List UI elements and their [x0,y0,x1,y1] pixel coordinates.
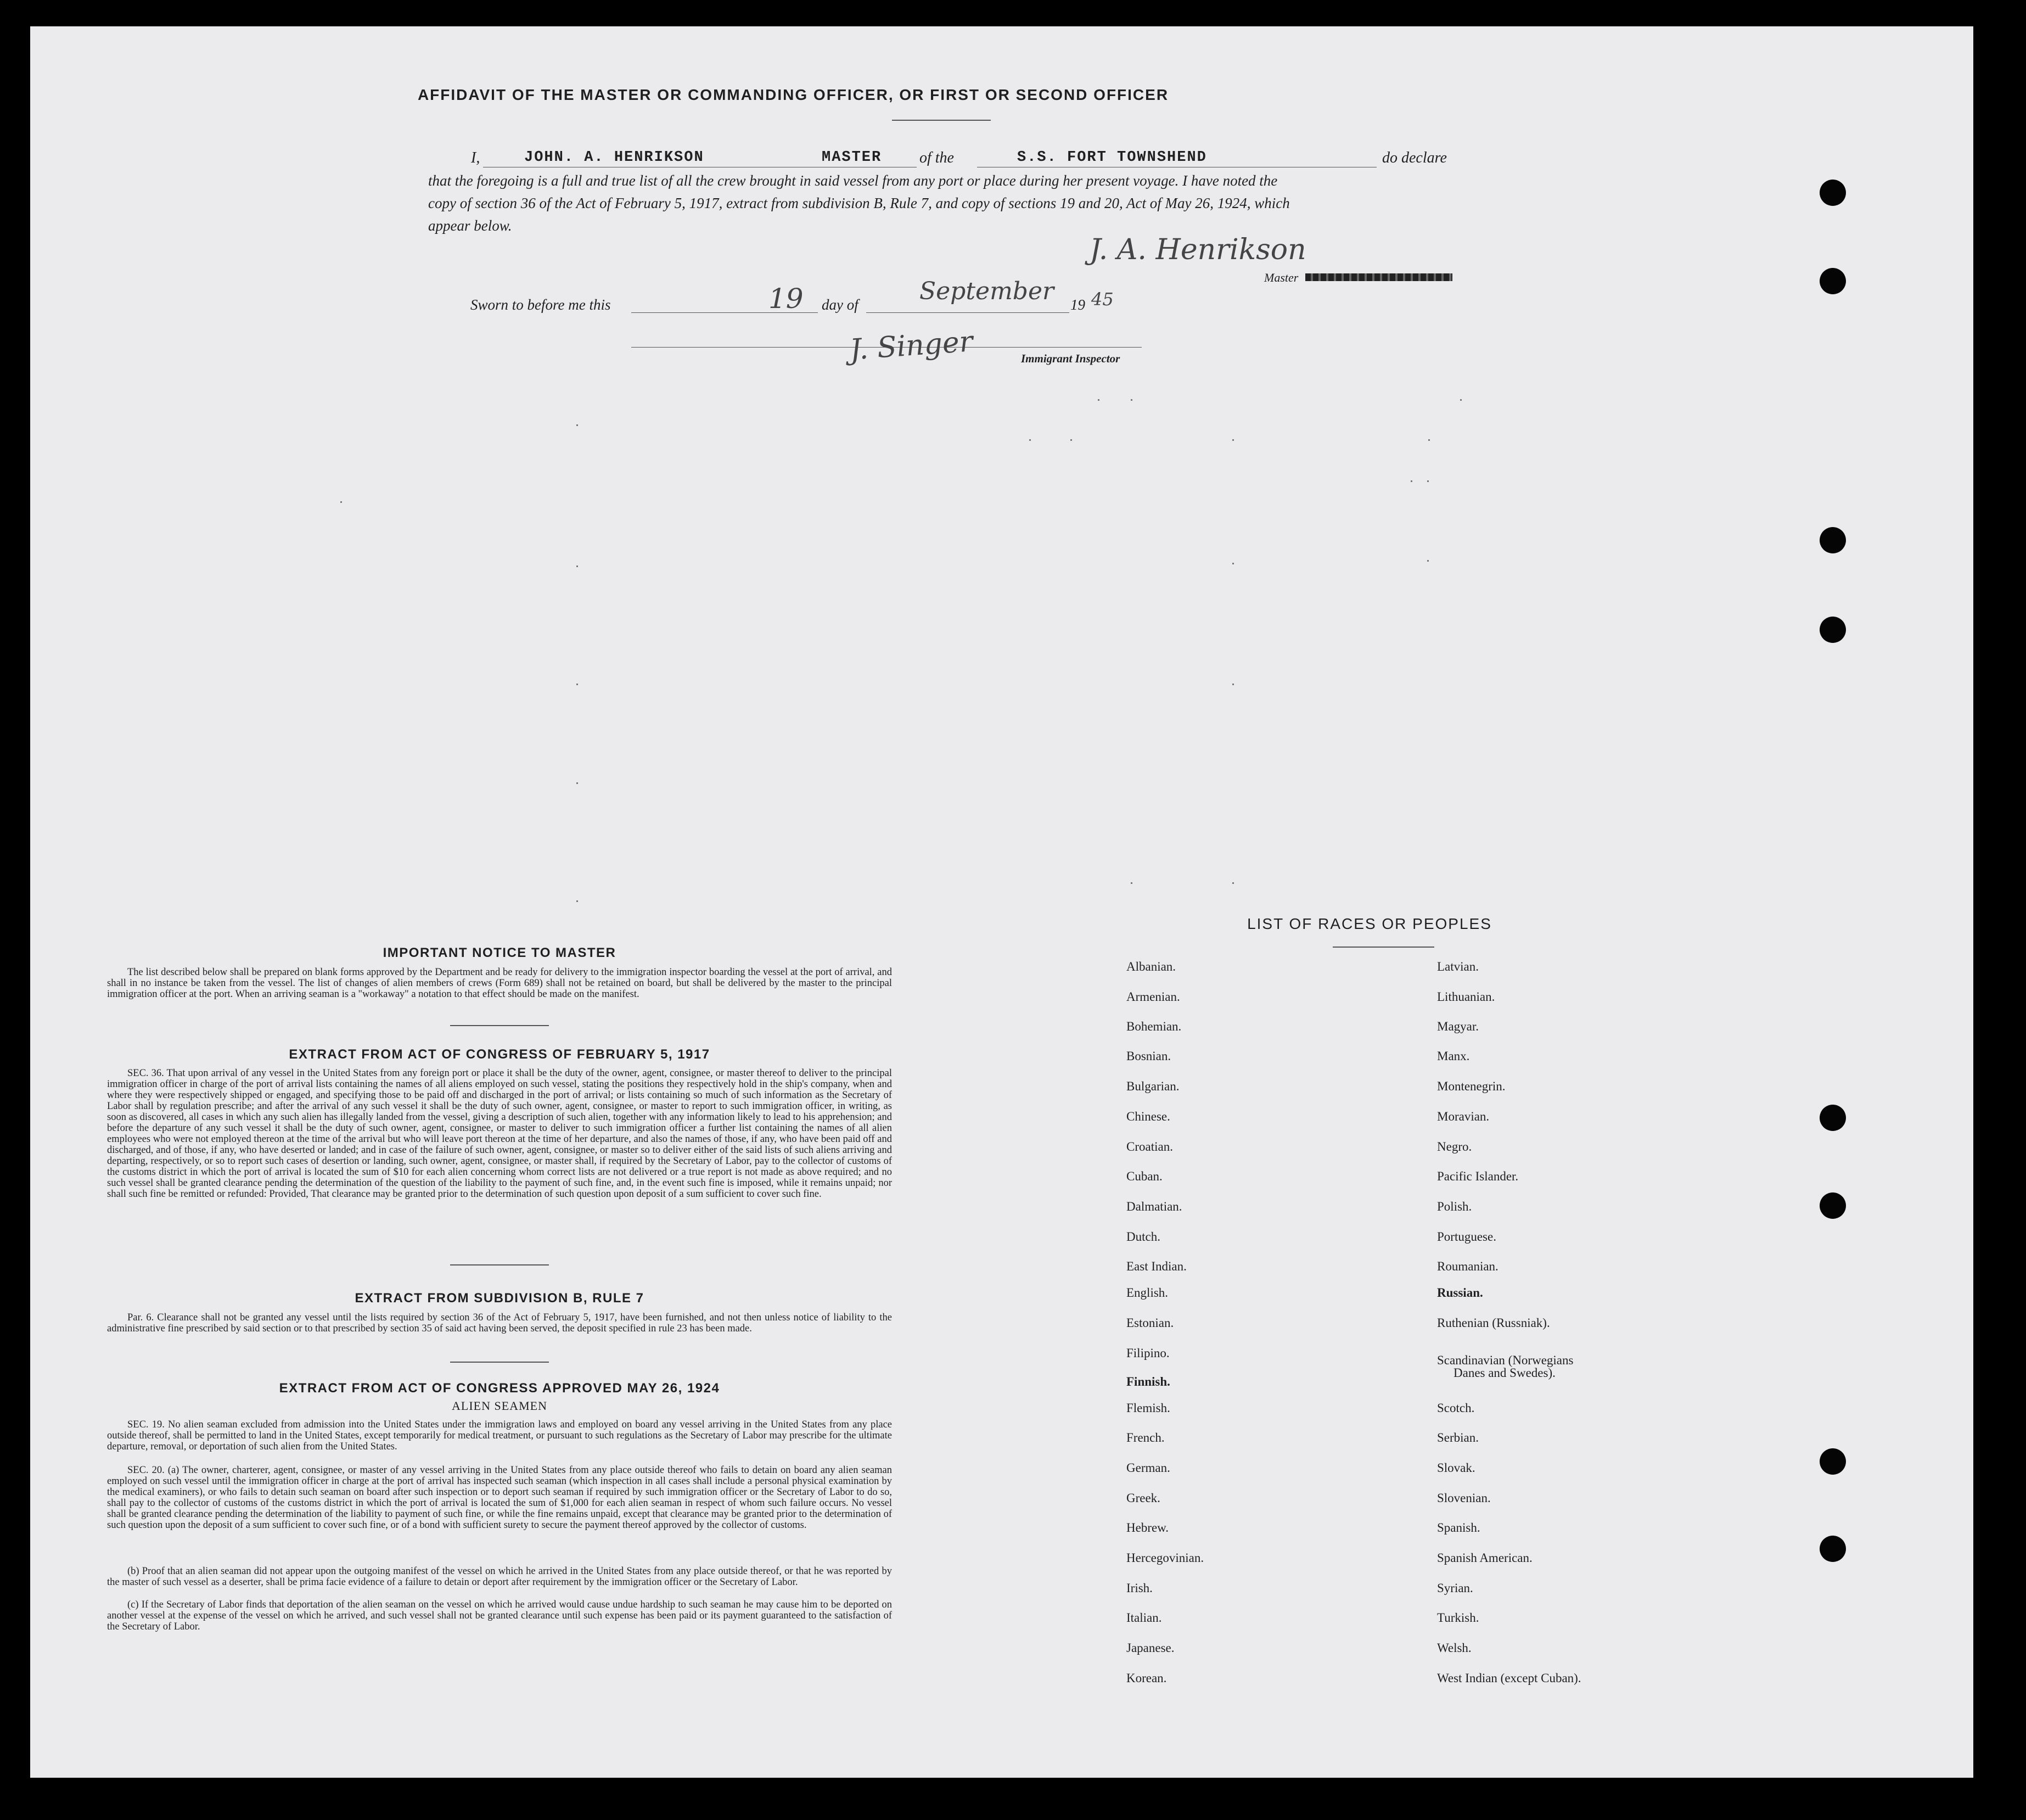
sworn-day: 19 [768,283,804,315]
speck [1029,439,1031,441]
race-left: Hebrew. [1126,1521,1169,1535]
race-left: Chinese. [1126,1110,1170,1123]
race-left: East Indian. [1126,1259,1187,1273]
affidavit-line-4: appear below. [428,217,512,234]
master-rank: MASTER [822,149,882,166]
extract-rule7-title: EXTRACT FROM SUBDIVISION B, RULE 7 [355,1291,644,1306]
punch-hole-icon [1820,617,1846,643]
speck [1098,399,1099,401]
race-left: Dalmatian. [1126,1200,1182,1213]
race-right: Slovak. [1437,1461,1475,1475]
speck [576,684,578,685]
race-left: Korean. [1126,1671,1167,1685]
race-right: Spanish. [1437,1521,1480,1535]
race-right: Syrian. [1437,1581,1473,1595]
divider [1333,947,1434,948]
race-left: Greek. [1126,1491,1160,1505]
speck [1427,480,1429,482]
race-right: Russian. [1437,1286,1483,1300]
race-left: Flemish. [1126,1401,1170,1415]
race-right: Danes and Swedes). [1453,1366,1556,1380]
race-right: Negro. [1437,1140,1472,1153]
speck [1131,399,1132,401]
speck [1411,480,1412,482]
race-right: Pacific Islander. [1437,1169,1519,1183]
race-left: Cuban. [1126,1169,1163,1183]
race-left: Hercegovinian. [1126,1551,1204,1565]
notice-title: IMPORTANT NOTICE TO MASTER [383,945,616,960]
divider [892,120,991,121]
race-left: Dutch. [1126,1230,1160,1244]
race-right: Spanish American. [1437,1551,1533,1565]
race-right: Lithuanian. [1437,990,1495,1004]
affidavit-i: I, [471,149,480,166]
speck [576,424,578,426]
speck [1070,439,1072,441]
extract-1924-title: EXTRACT FROM ACT OF CONGRESS APPROVED MAY 26, 1924 [279,1381,720,1396]
year-suffix: 45 [1091,289,1114,310]
affidavit-line-2: that the foregoing is a full and true list of all the crew brought in said vessel from any port or place during her present voyage. I have noted the [428,172,1278,189]
notice-body: The list described below shall be prepared on blank forms approved by the Department and be ready for delivery to the immigration inspector boarding the vessel at the port of arrival, and shall in no instance be taken from the vessel. The list of changes of alien members of crews (Form 689) shall not be retained on board, but shall be delivered by the master to the principal immigration officer at the port. When an arriving seaman is a "workaway" a notation to that effect should be made on the manifest. [107,967,892,1000]
race-left: Filipino. [1126,1346,1170,1360]
master-name: JOHN. A. HENRIKSON [524,149,704,166]
struck-out-text [1305,273,1452,281]
punch-hole-icon [1820,268,1846,294]
race-left: English. [1126,1286,1169,1300]
race-right: Serbian. [1437,1431,1479,1444]
speck [576,900,578,902]
race-right: Scotch. [1437,1401,1475,1415]
race-right: Portuguese. [1437,1230,1496,1244]
race-right: Welsh. [1437,1641,1472,1655]
race-right: Slovenian. [1437,1491,1491,1505]
race-right: Manx. [1437,1049,1470,1063]
punch-hole-icon [1820,1105,1846,1131]
race-left: Japanese. [1126,1641,1175,1655]
race-right: Montenegrin. [1437,1079,1506,1093]
extract-1917-title: EXTRACT FROM ACT OF CONGRESS OF FEBRUARY 5, 1917 [289,1047,710,1062]
alien-seamen-subtitle: ALIEN SEAMEN [452,1399,547,1413]
extract-1924-sec20c: (c) If the Secretary of Labor finds that deportation of the alien seaman on the vessel on which he arrived would cause undue hardship to such seaman he may cause him to be deported on another vessel at the expense of the vessel on which he arrived, and such vessel shall not be granted clearance until such expense has been paid or its payment guaranteed to the satisfaction of the Secretary of Labor. [107,1599,892,1632]
race-left: Estonian. [1126,1316,1174,1330]
race-right: Ruthenian (Russniak). [1437,1316,1550,1330]
race-right: Moravian. [1437,1110,1490,1123]
field-line [866,312,1069,313]
punch-hole-icon [1820,1192,1846,1219]
divider [450,1362,549,1363]
speck [340,501,342,503]
race-right: West Indian (except Cuban). [1437,1671,1581,1685]
vessel-name: S.S. FORT TOWNSHEND [1017,149,1207,166]
extract-1917-body: SEC. 36. That upon arrival of any vessel in the United States from any foreign port or place it shall be the duty of the owner, agent, consignee, or master thereof to deliver to the principal immigration officer in charge of the port of arrival lists containing the names of all aliens employed on such vessel, stating the positions they respectively hold in the ship's company, when and where they were respectively shipped or engaged, and specifying those to be paid off and discharged in the port of arrival; or lists containing so much of such information as the Secretary of Labor shall by regulation prescribe; and after the arrival of any such vessel it shall be the duty of such owner, agent, consignee, or master to report to such immigration officer, in writing, as soon as discovered, all cases in which any such alien has illegally landed from the vessel, giving a description of such alien, together with any information likely to lead to his apprehension; and before the departure of any such vessel it shall be the duty of such owner, agent, consignee, or master to deliver to such immigration officer a further list containing the names of all alien employees who were not employed thereon at the time of the arrival but who will leave port thereon at the time of her departure, and also the names of those, if any, who have been paid off and discharged, and of those, if any, who have deserted or landed; and in case of the failure of such owner, agent, consignee, or master so to deliver either of the said lists of such aliens arriving and departing, respectively, or so to report such cases of desertion or landing, such owner, agent, consignee, or master shall, if required by the Secretary of Labor, pay to the collector of customs of the customs district in which the port of arrival is located the sum of $10 for each alien concerning whom correct lists are not delivered or a true report is not made as above required; and no such vessel shall be granted clearance pending the determination of the question of the liability to the payment of such fine, and, in the event such fine is imposed, while it remains unpaid; nor shall such fine be remitted or refunded: Provided, That clearance may be granted prior to the determination of such question upon deposit of a sum sufficient to cover such fine. [107,1068,892,1200]
punch-hole-icon [1820,1536,1846,1562]
divider [450,1264,549,1265]
race-left: Bosnian. [1126,1049,1171,1063]
master-signature: J. A. Henrikson [1090,233,1306,266]
sworn-month: September [919,277,1054,305]
inspector-label: Immigrant Inspector [1021,352,1120,365]
race-left: Bohemian. [1126,1020,1182,1033]
year-prefix: 19 [1070,296,1085,313]
affidavit-title: AFFIDAVIT OF THE MASTER OR COMMANDING OFFICER, OR FIRST OR SECOND OFFICER [417,86,1169,103]
of-the: of the [919,149,954,166]
extract-1924-sec19: SEC. 19. No alien seaman excluded from admission into the United States under the immigration laws and employed on board any vessel arriving in the United States from any place outside thereof, shall be permitted to land in the United States, except temporarily for medical treatment, or pursuant to such regulations as the Secretary of Labor may prescribe for the ultimate departure, removal, or deportation of such alien from the United States. [107,1419,892,1452]
speck [1232,563,1234,564]
speck [1232,882,1234,884]
race-left: Finnish. [1126,1375,1170,1388]
speck [1428,439,1430,441]
speck [1460,399,1462,401]
punch-hole-icon [1820,180,1846,206]
master-label: Master [1264,271,1299,284]
race-left: Irish. [1126,1581,1153,1595]
punch-hole-icon [1820,1448,1846,1475]
race-right: Roumanian. [1437,1259,1499,1273]
speck [1427,560,1429,562]
extract-1924-sec20b: (b) Proof that an alien seaman did not appear upon the outgoing manifest of the vessel on which he arrived in the United States from any place outside thereof, or that he was reported by the master of such vessel as a deserter, shall be prima facie evidence of a failure to detain or deport after requirement by the immigration officer or the Secretary of Labor. [107,1566,892,1588]
speck [1232,684,1234,685]
race-left: Italian. [1126,1611,1162,1625]
do-declare: do declare [1382,149,1447,166]
race-left: Albanian. [1126,960,1176,973]
sworn-label: Sworn to before me this [470,296,611,313]
race-left: Armenian. [1126,990,1180,1004]
divider [450,1025,549,1026]
speck [576,565,578,567]
race-right: Magyar. [1437,1020,1479,1033]
inspector-signature: J. Singer [849,325,974,367]
race-left: French. [1126,1431,1165,1444]
race-left: Croatian. [1126,1140,1173,1153]
speck [1131,882,1132,884]
extract-1924-sec20a: SEC. 20. (a) The owner, charterer, agent, consignee, or master of any vessel arriving in the United States from any place outside thereof who fails to detain on board any alien seaman employed on such vessel until the immigration officer in charge at the port of arrival has inspected such seaman (which inspection in all cases shall include a personal physical examination by the medical examiners), or who fails to detain such seaman on board after such inspection or to deport such seaman if required by such immigration officer or the Secretary of Labor to do so, shall pay to the collector of customs of the customs district in which the port of arrival is located the sum of $1,000 for each alien seaman in respect of whom such failure occurs. No vessel shall be granted clearance pending the determination of the liability to payment of such fine, or while the fine remains unpaid, except that clearance may be granted prior to the determination of such question upon the deposit of a sum sufficient to cover such fine, or of a bond with sufficient surety to secure the payment thereof approved by the collector of customs. [107,1465,892,1531]
race-right: Latvian. [1437,960,1479,973]
affidavit-line-3: copy of section 36 of the Act of February 5, 1917, extract from subdivision B, Rule 7, and copy of sections 19 and 20, Act of May 26, 1924, which [428,195,1290,211]
speck [576,782,578,784]
races-title: LIST OF RACES OR PEOPLES [1247,915,1492,932]
extract-rule7-body: Par. 6. Clearance shall not be granted any vessel until the lists required by section 36 of the Act of February 5, 1917, have been furnished, and not then unless notice of liability to the administrative fine prescribed by said section or to that prescribed by section 35 of said act having been served, the deposit specified in rule 23 has been made. [107,1312,892,1334]
punch-hole-icon [1820,527,1846,553]
race-right: Turkish. [1437,1611,1479,1625]
day-of-label: day of [822,296,858,313]
race-left: Bulgarian. [1126,1079,1180,1093]
race-left: German. [1126,1461,1170,1475]
speck [1232,439,1234,441]
race-right: Scandinavian (Norwegians [1437,1353,1574,1367]
race-right: Polish. [1437,1200,1472,1213]
